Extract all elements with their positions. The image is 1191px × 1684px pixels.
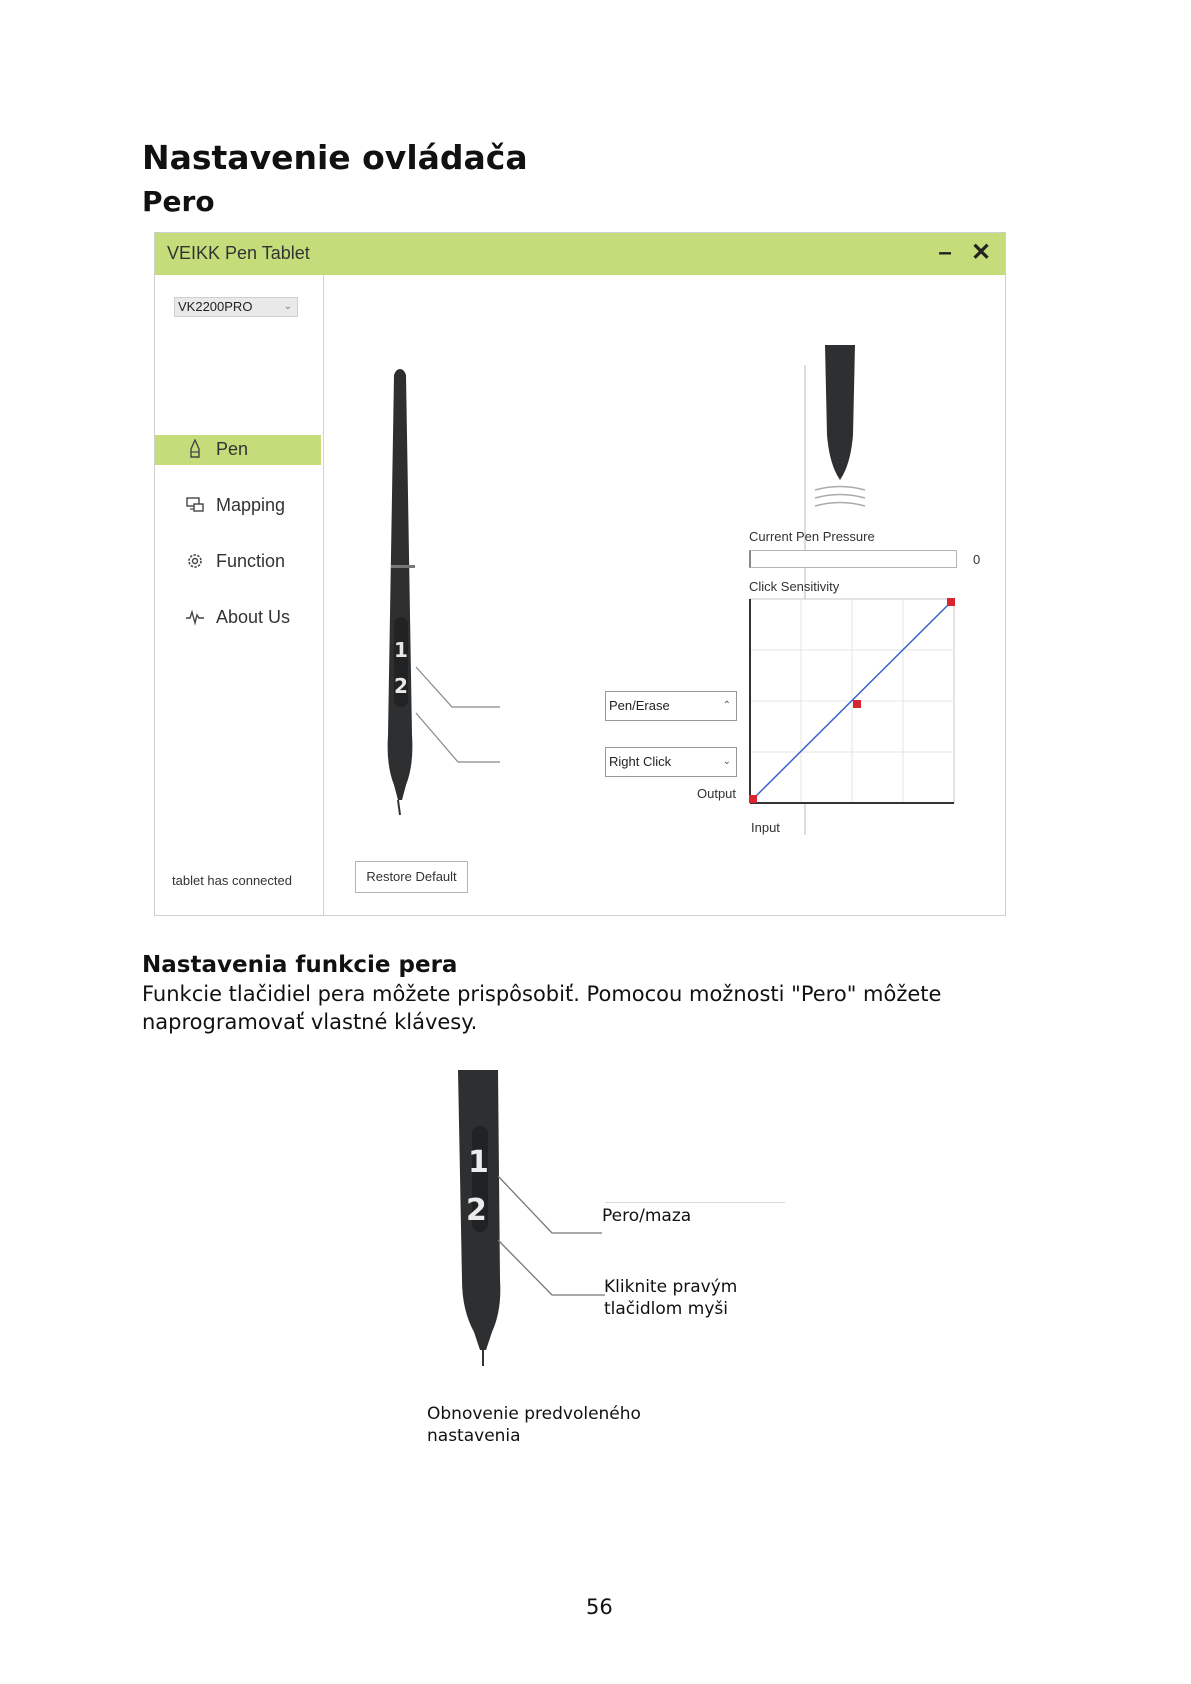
callout-underline (605, 1202, 785, 1203)
mapping-icon (185, 495, 205, 515)
page-subtitle: Pero (142, 185, 215, 218)
pen-button-2-number: 2 (394, 674, 408, 698)
sidebar-item-label: Function (216, 551, 286, 571)
device-select[interactable] (174, 297, 298, 317)
pressure-label: Current Pen Pressure (749, 529, 875, 544)
pen-diagram (440, 1070, 620, 1380)
minimize-button[interactable]: – (938, 239, 952, 266)
close-button[interactable]: ✕ (970, 239, 992, 266)
button2-select[interactable] (605, 747, 737, 777)
sidebar-item-pen[interactable] (155, 435, 321, 465)
pen-diagram-button-2-number: 2 (466, 1193, 487, 1228)
restore-default-button[interactable]: Restore Default (355, 861, 468, 893)
gear-icon (185, 551, 205, 571)
callout-restore-line1: Obnovenie predvoleného (427, 1404, 641, 1424)
page-number: 56 (586, 1595, 613, 1619)
button1-select-value: Pen/Erase (609, 698, 670, 713)
sidebar (155, 275, 324, 915)
input-axis-label: Input (751, 820, 780, 835)
curve-end-handle[interactable] (947, 598, 955, 606)
chevron-up-icon: ⌃ (722, 700, 731, 711)
pen-diagram-button-1-number: 1 (468, 1145, 489, 1180)
pressure-value: 0 (973, 552, 981, 567)
button2-select-value: Right Click (609, 754, 672, 769)
chevron-down-icon: ⌄ (283, 301, 292, 312)
callout-restore-line2: nastavenia (427, 1426, 521, 1446)
pen-icon (185, 439, 205, 459)
sensitivity-label: Click Sensitivity (749, 579, 840, 594)
sidebar-item-about[interactable] (155, 603, 321, 633)
callout-right-click-line1: Kliknite pravým (604, 1277, 738, 1297)
pressure-bar (749, 550, 957, 568)
pen-tip-illustration (809, 345, 869, 510)
sidebar-item-label: Pen (216, 439, 249, 459)
sidebar-item-function[interactable] (155, 547, 321, 577)
callout-lines (404, 645, 564, 765)
about-icon (185, 607, 205, 627)
button1-select[interactable] (605, 691, 737, 721)
title-bar (155, 233, 1005, 275)
callout-pen-erase: Pero/maza (602, 1206, 692, 1226)
device-select-value: VK2200PRO (178, 299, 253, 314)
page-title: Nastavenie ovládača (142, 138, 528, 177)
sensitivity-graph (749, 598, 959, 808)
sidebar-item-mapping[interactable] (155, 491, 321, 521)
sidebar-item-label: About Us (216, 607, 291, 627)
chevron-down-icon: ⌄ (722, 756, 731, 767)
section-text: Funkcie tlačidiel pera môžete prispôsobiť. Pomocou možnosti "Pero" môžete naprogramovať vlastné klávesy. (142, 982, 942, 1034)
curve-mid-handle[interactable] (853, 700, 861, 708)
section-title: Nastavenia funkcie pera (142, 952, 458, 978)
curve-start-handle[interactable] (749, 795, 757, 803)
sidebar-item-label: Mapping (216, 495, 286, 515)
output-axis-label: Output (697, 786, 737, 801)
connection-status: tablet has connected (172, 873, 292, 888)
app-title: VEIKK Pen Tablet (167, 243, 310, 263)
app-window (154, 232, 1006, 916)
pen-button-1-number: 1 (394, 638, 408, 662)
callout-right-click-line2: tlačidlom myši (604, 1299, 728, 1319)
pen-settings-panel (324, 275, 1005, 915)
